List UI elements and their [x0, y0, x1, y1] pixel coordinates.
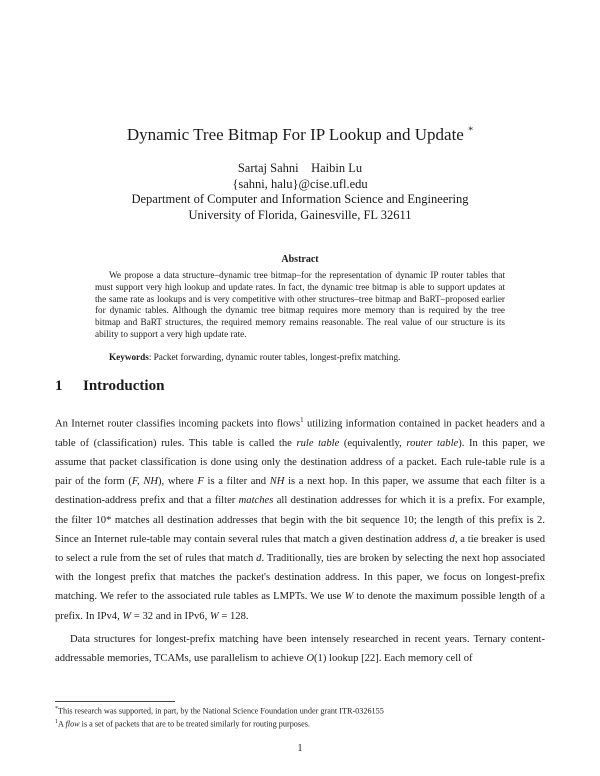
footnote — [55, 704, 545, 717]
text-run: An Internet router classifies incoming packets into flows — [55, 418, 301, 430]
text-run: (1) lookup [22]. Each memory cell of — [314, 652, 473, 664]
paper-title — [0, 125, 600, 145]
math-var: W — [122, 610, 132, 622]
footnote-mark: 1 — [55, 718, 58, 725]
page-number: 1 — [297, 743, 303, 754]
abstract-heading: Abstract — [281, 254, 319, 265]
footnote-text: A — [58, 719, 66, 729]
paragraph — [55, 630, 545, 668]
text-run: , a tie breaker is used to select a rule from the set of rules that match — [55, 533, 546, 564]
footnote-text: This research was supported, in part, by the National Science Foundation under grant ITR-0326155 — [58, 706, 384, 716]
section-heading — [55, 378, 164, 395]
keywords-label: Keywords — [109, 352, 149, 362]
department: Department of Computer and Information Science and Engineering — [131, 192, 469, 206]
math-var: d — [449, 533, 455, 545]
math-pair: F, NH — [131, 476, 159, 488]
paragraph — [55, 411, 545, 626]
footnote-ref: 1 — [300, 416, 304, 424]
math-var: NH — [269, 476, 285, 488]
text-run: all destination addresses for which it is a prefix. For example, the filter 10* matches all destination addresses that begin with the bit sequence 10; the length of this prefix is 2. Since an Internet rule-table may contain several rules that match a given destination address — [55, 495, 545, 545]
text-run: ). In this paper, we assume that packet classification is done using only the destination address of a packet. Each rule-table rule is a pair of the form ( — [55, 437, 545, 488]
body-text — [55, 411, 545, 668]
math-var: W — [344, 591, 354, 603]
text-run: = 32 and in IPv6, — [131, 610, 210, 622]
author-emails: {sahni, halu}@cise.ufl.edu — [232, 176, 368, 191]
author-block — [0, 161, 600, 223]
section-number: 1 — [55, 378, 63, 394]
math-var: O — [306, 652, 314, 664]
term-rule-table: rule table — [296, 437, 340, 449]
text-run: ), where — [158, 476, 198, 488]
keywords-list: : Packet forwarding, dynamic router tables, longest-prefix matching. — [148, 352, 401, 362]
title-text: Dynamic Tree Bitmap For IP Lookup and Update — [126, 125, 464, 144]
term-router-table: router table — [406, 437, 459, 449]
text-run: is a filter and — [203, 476, 270, 488]
author-names: Sartaj Sahni Haibin Lu — [237, 161, 363, 175]
term-flow: flow — [65, 719, 80, 729]
math-var: d — [256, 552, 262, 564]
text-run: to denote the maximum possible length of a prefix. In IPv4, — [55, 591, 545, 622]
title-footnote-mark: * — [468, 125, 474, 137]
text-run: (equivalently, — [339, 437, 407, 449]
text-run: is a next hop. In this paper, we assume that each filter is a destination-address prefix and that a filter — [55, 476, 545, 507]
math-var: W — [209, 610, 219, 622]
footnote-text: is a set of packets that are to be treated similarly for routing purposes. — [79, 719, 310, 729]
keywords — [109, 352, 509, 362]
footnotes — [55, 704, 545, 729]
footnote — [55, 717, 545, 730]
text-run: utilizing information contained in packet headers and a table of (classification) rules. This table is called the — [55, 418, 545, 449]
footnote-mark: * — [55, 706, 58, 712]
text-run: . Traditionally, ties are broken by selecting the next hop associated with the longest prefix that matches the packet's destination address. In this paper, we focus on longest-prefix matching. We refer to the associated rule tables as LMPTs. We use — [55, 552, 545, 603]
section-title: Introduction — [83, 378, 165, 394]
text-run: = 128. — [218, 610, 249, 622]
text-run: Data structures for longest-prefix matching have been intensely researched in recent years. Ternary content-addressable memories, TCAMs, use parallelism to achieve — [55, 633, 545, 664]
abstract-text: We propose a data structure–dynamic tree bitmap–for the representation of dynamic IP router tables that must support very high lookup and update rates. In fact, the dynamic tree bitmap is able to support updates at the same rate as lookups and is very competitive with other structures–tree bitmap and BaRT–proposed earlier for dynamic tables. Although the dynamic tree bitmap requires more memory than is required by the tree bitmap and BaRT structures, the required memory remains reasonable. The real value of our structure is its ability to support a very high update rate. — [95, 270, 505, 339]
affiliation: University of Florida, Gainesville, FL 32611 — [188, 207, 412, 222]
math-var: F — [197, 476, 204, 488]
term-matches: matches — [238, 495, 274, 507]
footnote-divider — [55, 701, 175, 702]
